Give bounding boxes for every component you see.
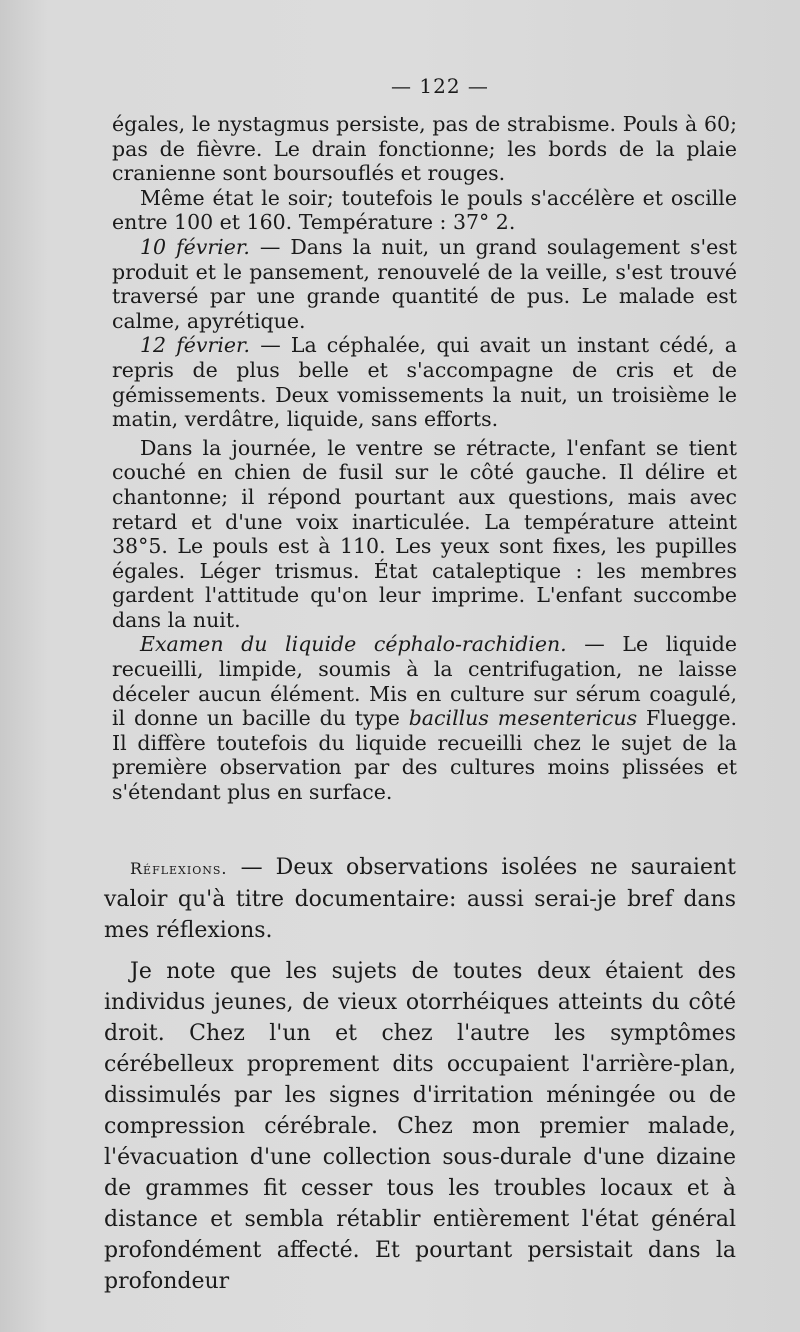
page-number: — 122 — [391, 74, 489, 98]
section-heading: Réflexions. [130, 859, 228, 878]
examen-lead: Examen du liquide céphalo-rachidien. [140, 632, 567, 657]
reflexions-body: Je note que les sujets de toutes deux étaient des individus jeunes, de vieux otorrhéiques atteints du côté droit. Chez l'un et chez l'autre les symptômes cérébelleux proprement dits occupaient l'arrière-plan, dissimulés par les signes d'irritation méningée ou de compression cérébrale. Chez mon premier malade, l'évacuation d'une collection sous-durale d'une dizaine de grammes fit cesser tous les troubles locaux et à distance et sembla rétablir entièrement l'état général profondément affecté. Et pourtant persistait dans la profondeur [104, 959, 736, 1294]
date-lead: 10 février. [140, 234, 250, 259]
paragraph-body: — Dans la nuit, un grand soulagement s'est produit et le pansement, renouvelé de la veille, s'est trouvé traversé par une grande quantité de pus. Le malade est calme, apyrétique. [112, 234, 737, 333]
observation-text [112, 112, 737, 805]
paragraph-10-fevrier [112, 235, 737, 333]
paragraph-evening: Même état le soir; toutefois le pouls s'accélère et oscille entre 100 et 160. Température : 37° 2. [112, 185, 737, 235]
date-lead: 12 février. [140, 333, 251, 358]
paragraph-body: — La céphalée, qui avait un instant cédé, a repris de plus belle et s'accompagne de cris et de gémissements. Deux vomissements la nuit, un troisième le matin, verdâtre, liquide, sans efforts. [112, 333, 737, 432]
paragraph-continuation: égales, le nystagmus persiste, pas de strabisme. Pouls à 60; pas de fièvre. Le drain fonctionne; les bords de la plaie cranienne sont boursouflés et rouges. [112, 112, 737, 186]
paragraph-journee: Dans la journée, le ventre se rétracte, l'enfant se tient couché en chien de fusil sur le côté gauche. Il délire et chantonne; il répond pourtant aux questions, mais avec retard et d'une voix inarticulée. La température atteint 38°5. Le pouls est à 110. Les yeux sont fixes, les pupilles égales. Léger trismus. État cataleptique : les membres gardent l'attitude qu'on leur imprime. L'enfant succombe dans la nuit. [112, 435, 737, 632]
reflexions-intro [104, 852, 736, 946]
paragraph-body: — Le liquide recueilli, limpide, soumis à la centrifugation, ne laisse déceler aucun élément. Mis en culture sur sérum coagulé, il donne un bacille du type [112, 632, 737, 731]
species-name: bacillus mesentericus [408, 706, 638, 731]
paragraph-examen [112, 632, 737, 804]
reflexions-section [104, 842, 736, 1297]
paragraph-tail: Fluegge. Il diffère toutefois du liquide recueilli chez le sujet de la première observation par des cultures moins plissées et s'étendant plus en surface. [112, 706, 737, 805]
paragraph-12-fevrier [112, 333, 737, 431]
paragraph-body: — Deux observations isolées ne sauraient valoir qu'à titre documentaire: aussi serai-je bref dans mes réflexions. [104, 855, 736, 943]
